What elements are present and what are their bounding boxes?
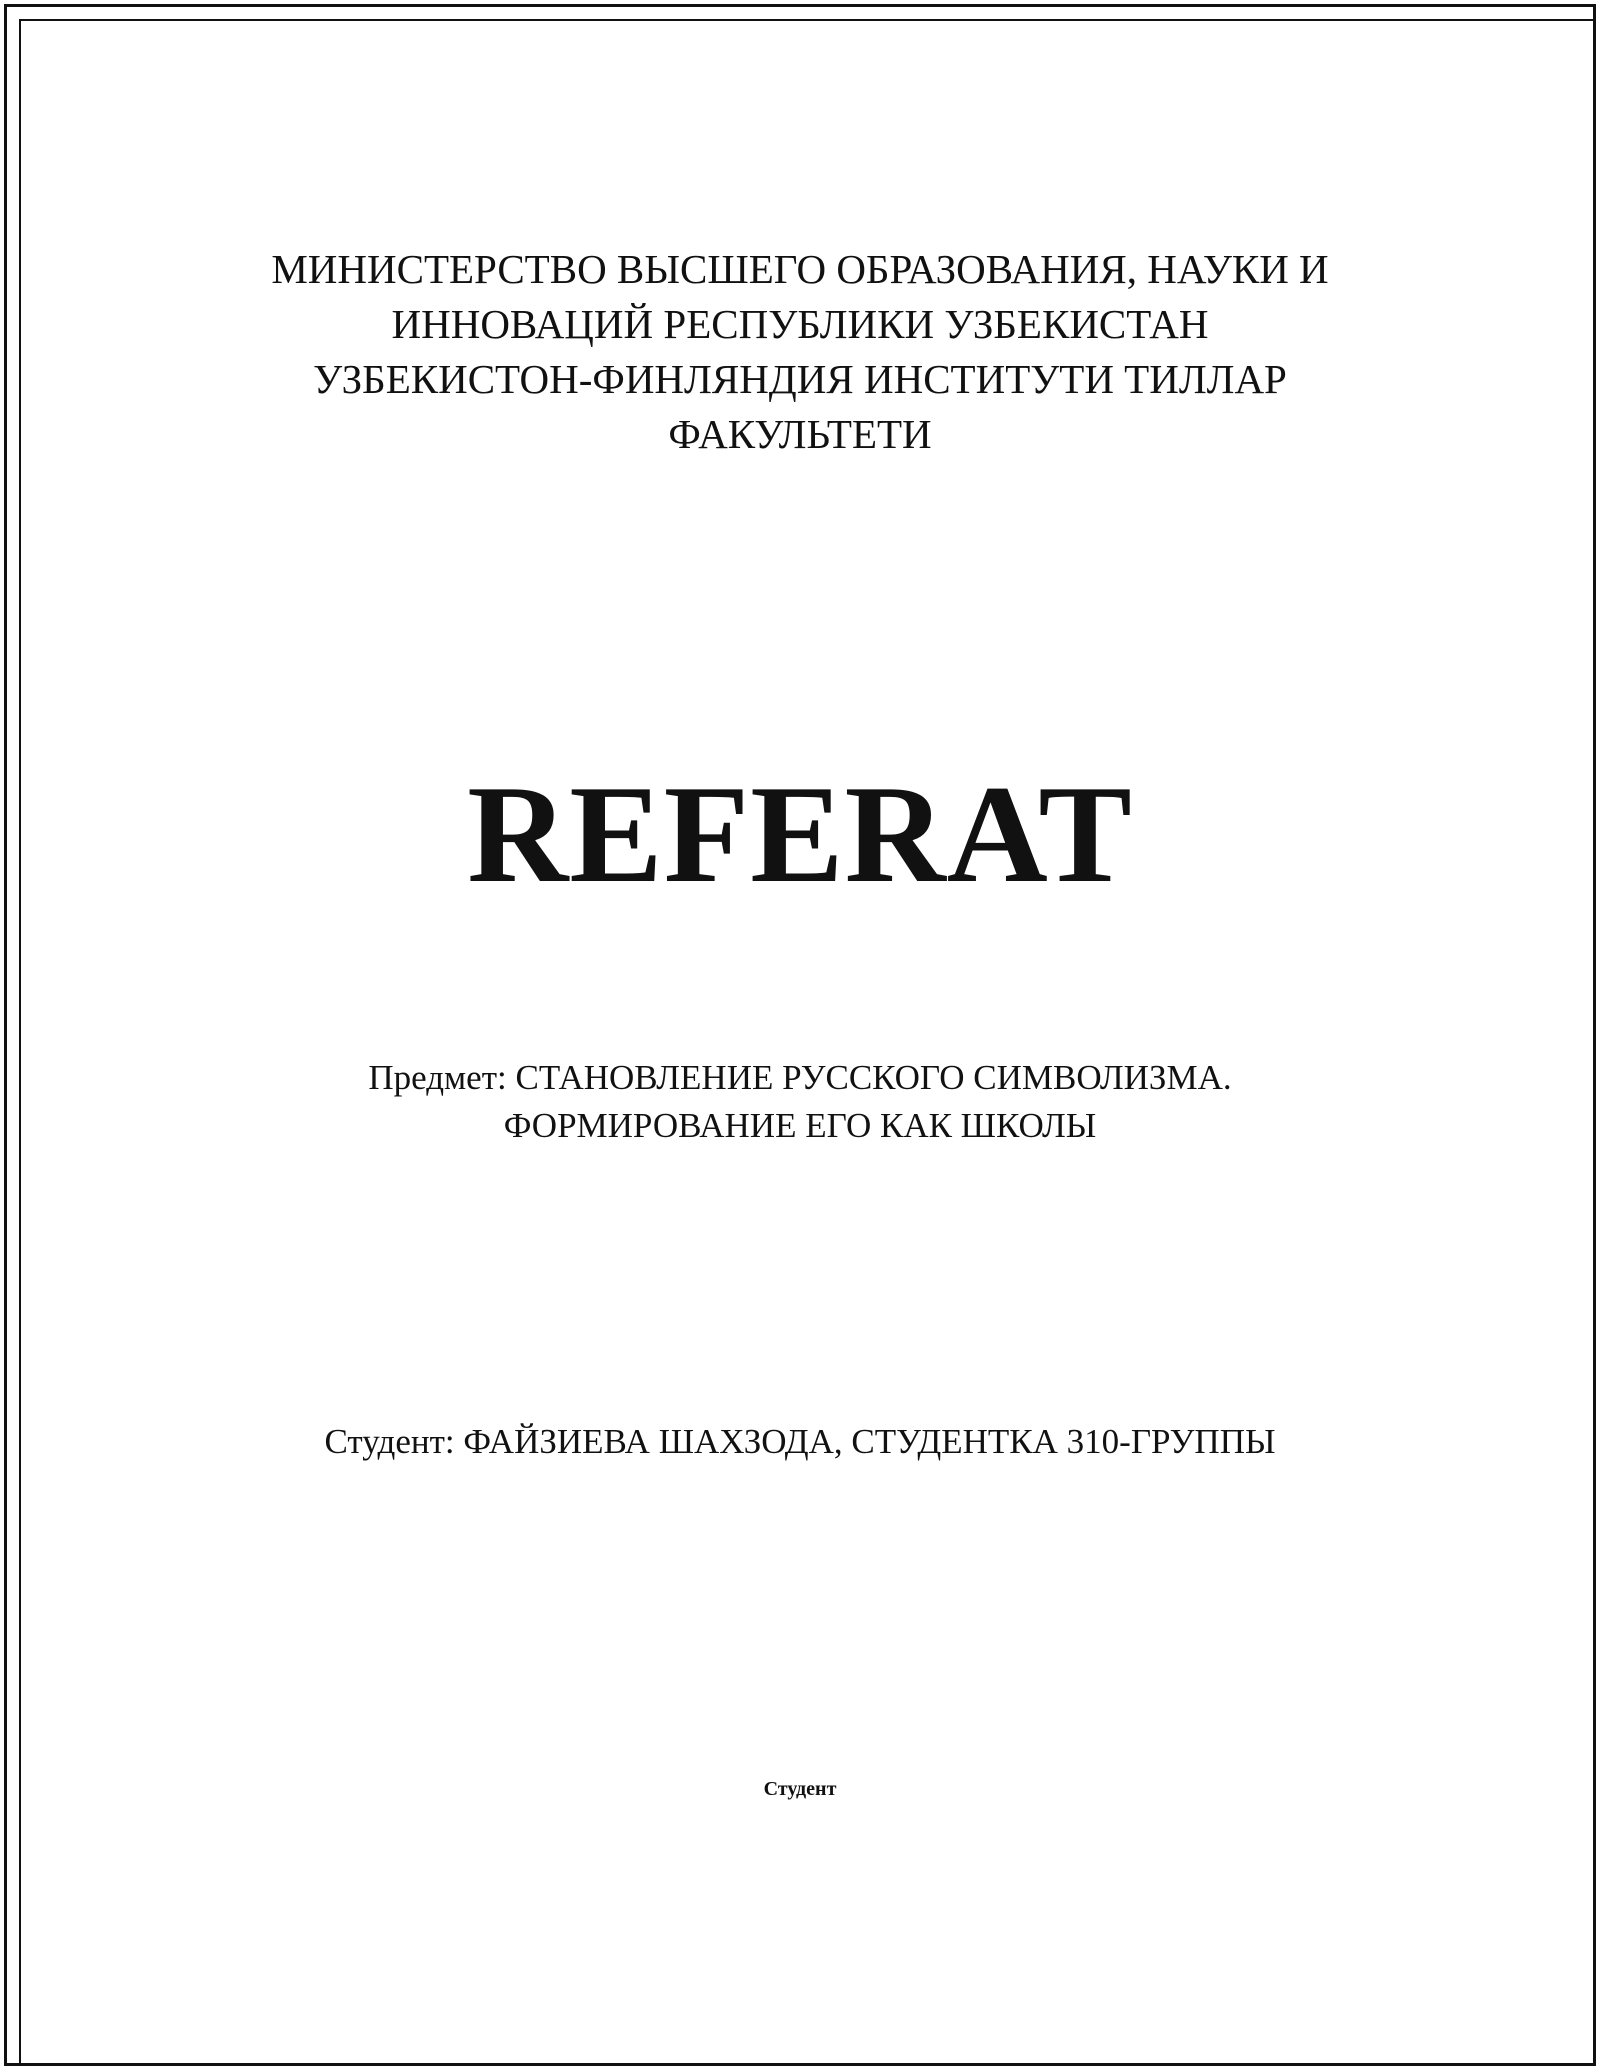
subject-block <box>0 1054 1600 1150</box>
document-title: REFERAT <box>467 757 1133 912</box>
header-line-1: МИНИСТЕРСТВО ВЫСШЕГО ОБРАЗОВАНИЯ, НАУКИ И <box>271 246 1329 292</box>
subject-line-1: Предмет: СТАНОВЛЕНИЕ РУССКОГО СИМВОЛИЗМА. <box>368 1058 1232 1097</box>
header-line-2: ИННОВАЦИЙ РЕСПУБЛИКИ УЗБЕКИСТАН <box>391 301 1209 347</box>
institution-header <box>0 242 1600 462</box>
student-info: Студент: ФАЙЗИЕВА ШАХЗОДА, СТУДЕНТКА 310-ГРУППЫ <box>324 1422 1276 1461</box>
footer-student-label: Студент <box>763 1778 837 1800</box>
header-line-3: УЗБЕКИСТОН-ФИНЛЯНДИЯ ИНСТИТУТИ ТИЛЛАР <box>313 356 1287 402</box>
subject-line-2: ФОРМИРОВАНИЕ ЕГО КАК ШКОЛЫ <box>503 1106 1097 1145</box>
header-line-4: ФАКУЛЬТЕТИ <box>668 411 932 457</box>
